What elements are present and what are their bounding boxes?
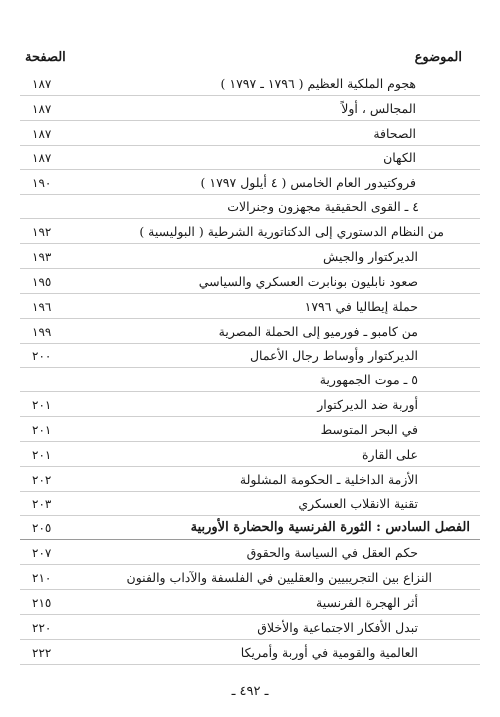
toc-row (0, 171, 500, 195)
toc-entry-title: الديركتوار والجيش (323, 249, 418, 264)
row-divider (20, 169, 480, 170)
toc-entry-page-number: ١٨٧ (32, 102, 52, 116)
row-divider (20, 416, 480, 417)
toc-entry-page-number: ٢١٥ (32, 596, 52, 610)
toc-entry-title: النزاع بين التجريبيين والعقليين في الفلسفة والآداب والفنون (126, 570, 432, 585)
toc-row (0, 566, 500, 590)
toc-entry-title: ٤ ـ القوى الحقيقية مجهزون وجنرالات (227, 199, 419, 214)
toc-chapter-row (0, 516, 500, 540)
row-divider (20, 391, 480, 392)
toc-row (0, 245, 500, 269)
toc-row (0, 468, 500, 492)
toc-entry-title: ٥ ـ موت الجمهورية (319, 372, 418, 387)
row-divider (20, 293, 480, 294)
row-divider (20, 466, 480, 467)
toc-entry-page-number: ١٩٥ (32, 275, 52, 289)
toc-row (0, 641, 500, 665)
row-divider (20, 318, 480, 319)
toc-entry-page-number: ٢١٠ (32, 571, 52, 585)
toc-entry-title: من النظام الدستوري إلى الدكتاتورية الشرطية ( البوليسية ) (139, 224, 444, 239)
toc-row (0, 443, 500, 467)
toc-row (0, 320, 500, 344)
page-column-header: الصفحة (25, 50, 66, 65)
toc-entry-title: حملة إيطاليا في ١٧٩٦ (304, 299, 418, 314)
toc-entry-title: حكم العقل في السياسة والحقوق (246, 545, 418, 560)
toc-row (0, 72, 500, 96)
toc-entry-title: العالمية والقومية في أوربة وأمريكا (240, 645, 418, 660)
row-divider (20, 268, 480, 269)
toc-row (0, 616, 500, 640)
toc-entry-title: أثر الهجرة الفرنسية (316, 595, 418, 610)
toc-entry-title: الكهان (383, 150, 416, 165)
toc-row (0, 591, 500, 615)
toc-row (0, 492, 500, 516)
toc-entry-page-number: ١٨٧ (32, 151, 52, 165)
toc-entry-page-number: ٢٢٢ (32, 646, 52, 660)
row-divider (20, 564, 480, 565)
toc-entry-page-number: ١٨٧ (32, 127, 52, 141)
toc-entry-title: تقنية الانقلاب العسكري (298, 496, 418, 511)
toc-entry-page-number: ٢٠٢ (32, 473, 52, 487)
toc-row (0, 344, 500, 368)
toc-row (0, 97, 500, 121)
toc-entry-title: من كامبو ـ فورميو إلى الحملة المصرية (218, 324, 418, 339)
page-number: ـ ٤٩٢ ـ (231, 684, 269, 699)
toc-entry-page-number: ٢٠١ (32, 398, 52, 412)
row-divider (20, 614, 480, 615)
toc-row (0, 393, 500, 417)
toc-row (0, 220, 500, 244)
row-divider (20, 218, 480, 219)
row-divider (20, 639, 480, 640)
toc-row (0, 195, 500, 219)
toc-entry-title: المجالس ، أولاً (341, 101, 416, 116)
row-divider (20, 95, 480, 96)
toc-entry-title: في البحر المتوسط (320, 422, 418, 437)
toc-row (0, 295, 500, 319)
toc-entry-title: هجوم الملكية العظيم ( ١٧٩٦ ـ ١٧٩٧ ) (220, 76, 416, 91)
topic-column-header: الموضوع (414, 50, 462, 65)
row-divider (20, 589, 480, 590)
toc-entry-title: فروكتيدور العام الخامس ( ٤ أيلول ١٧٩٧ ) (200, 175, 416, 190)
toc-row (0, 270, 500, 294)
toc-entry-title: على القارة (362, 447, 418, 462)
toc-entry-page-number: ٢٠٥ (32, 521, 52, 535)
toc-entry-title: الصحافة (373, 126, 416, 141)
toc-entry-page-number: ١٩٠ (32, 176, 52, 190)
toc-entry-title: صعود نابليون بونابرت العسكري والسياسي (198, 274, 418, 289)
toc-entry-title: الديركتوار وأوساط رجال الأعمال (249, 348, 418, 363)
row-divider (20, 120, 480, 121)
row-divider (20, 539, 480, 540)
row-divider (20, 664, 480, 665)
toc-entry-page-number: ١٩٣ (32, 250, 52, 264)
toc-row (0, 368, 500, 392)
toc-entry-page-number: ١٩٢ (32, 225, 52, 239)
toc-row (0, 146, 500, 170)
toc-row (0, 541, 500, 565)
toc-entry-title: تبدل الأفكار الاجتماعية والأخلاق (257, 620, 418, 635)
toc-entry-title: الفصل السادس : الثورة الفرنسية والحضارة الأوربية (190, 520, 470, 535)
toc-entry-page-number: ١٩٦ (32, 300, 52, 314)
toc-entry-page-number: ٢٠٧ (32, 546, 52, 560)
toc-entry-page-number: ١٩٩ (32, 325, 52, 339)
toc-entry-page-number: ١٨٧ (32, 77, 52, 91)
row-divider (20, 441, 480, 442)
toc-entry-title: أوربة ضد الديركتوار (317, 397, 418, 412)
toc-row (0, 418, 500, 442)
toc-entry-page-number: ٢٠١ (32, 448, 52, 462)
toc-entry-page-number: ٢٠٣ (32, 497, 52, 511)
toc-row (0, 122, 500, 146)
toc-entry-title: الأزمة الداخلية ـ الحكومة المشلولة (239, 472, 418, 487)
row-divider (20, 243, 480, 244)
toc-entry-page-number: ٢٠٠ (32, 349, 52, 363)
toc-entry-page-number: ٢٢٠ (32, 621, 52, 635)
toc-entry-page-number: ٢٠١ (32, 423, 52, 437)
